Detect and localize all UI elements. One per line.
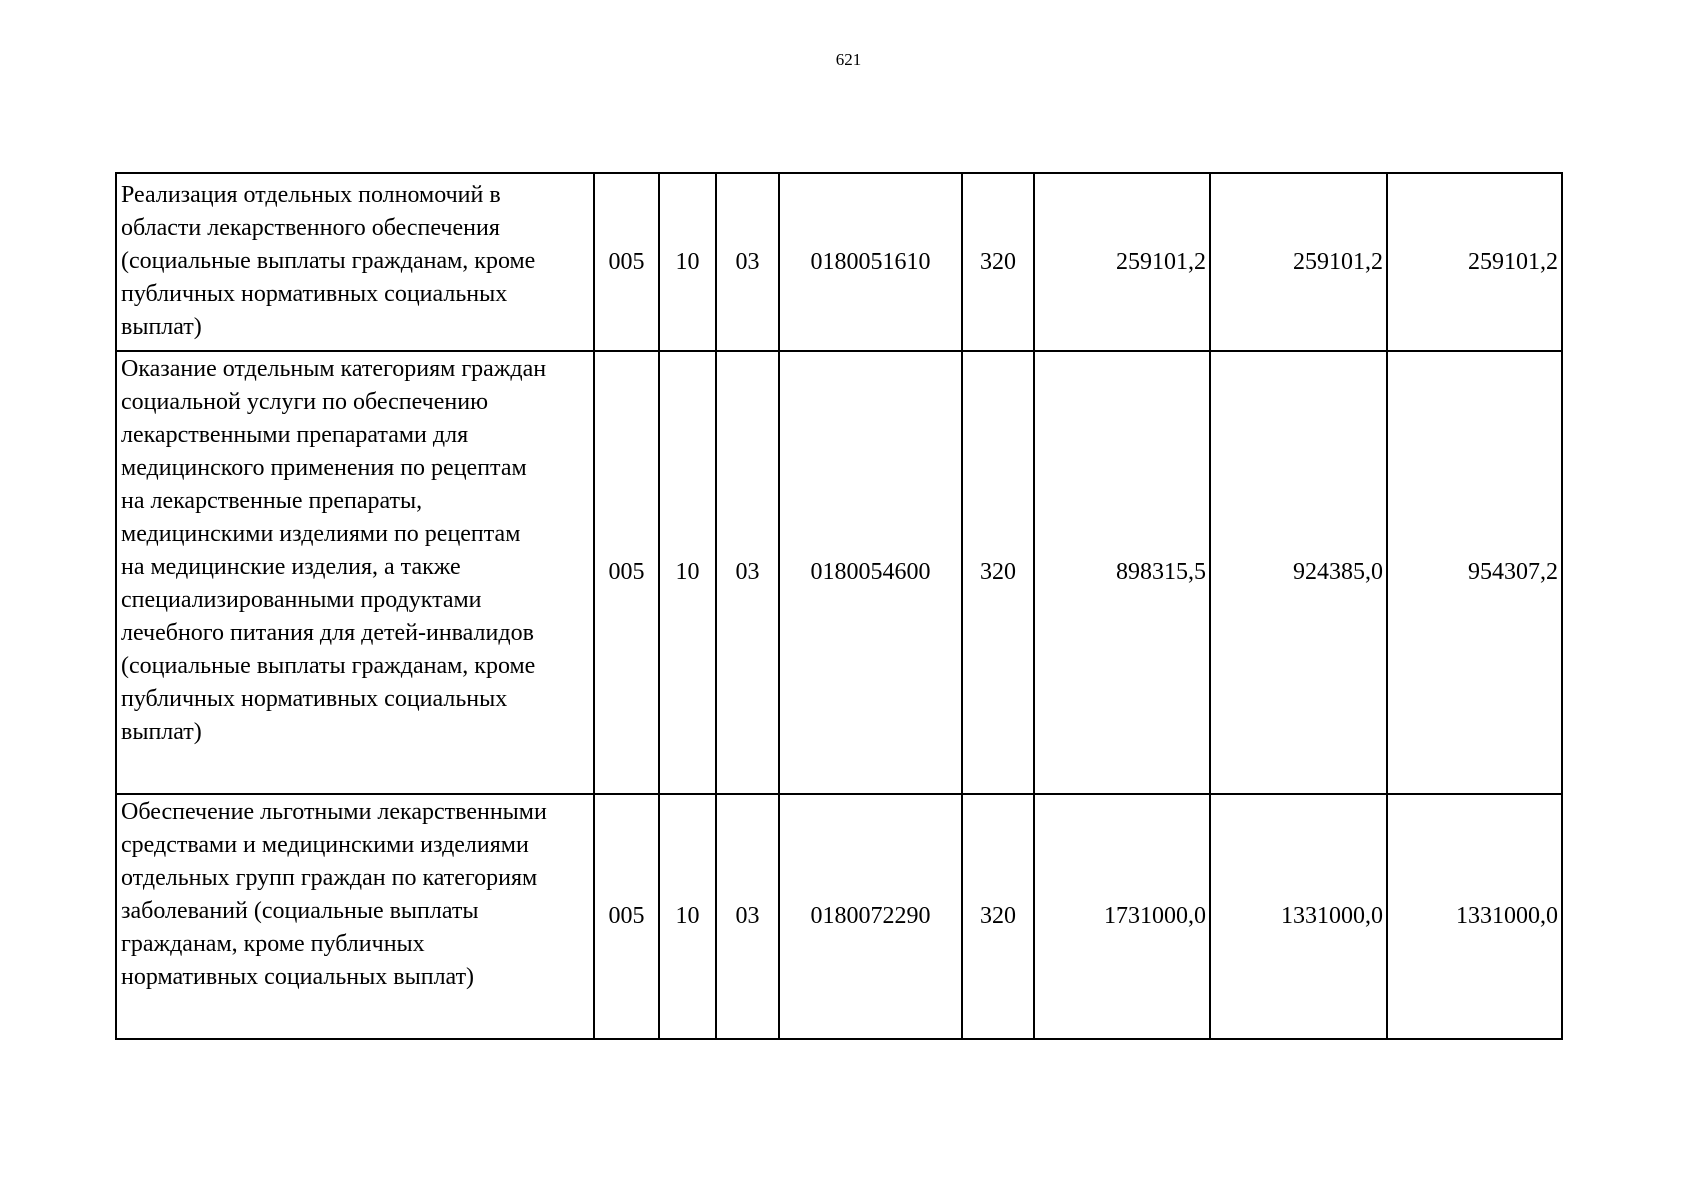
- description-line: выплат): [121, 313, 202, 340]
- budget-table: [115, 172, 1563, 1040]
- description-line: области лекарственного обеспечения: [121, 214, 500, 241]
- target-article-code: 0180051610: [779, 173, 962, 351]
- description-line: выплат): [121, 719, 202, 745]
- description-line: медицинского применения по рецептам: [121, 455, 527, 481]
- amount-3: 1331000,0: [1387, 794, 1562, 1039]
- subsection-code: 03: [716, 351, 779, 794]
- amount-2: 259101,2: [1210, 173, 1387, 351]
- page-number: 621: [835, 50, 862, 69]
- ministry-code: 005: [594, 173, 659, 351]
- row-description: [116, 351, 594, 794]
- section-code: 10: [659, 173, 716, 351]
- amount-3: 954307,2: [1387, 351, 1562, 794]
- description-line: на медицинские изделия, а также: [121, 554, 461, 580]
- amount-1: 1731000,0: [1034, 794, 1210, 1039]
- row-description: [116, 173, 594, 351]
- amount-1: 898315,5: [1034, 351, 1210, 794]
- target-article-code: 0180054600: [779, 351, 962, 794]
- description-line: социальной услуги по обеспечению: [121, 389, 489, 415]
- description-line: отдельных групп граждан по категориям: [121, 865, 538, 891]
- description-line: (социальные выплаты гражданам, кроме: [121, 653, 536, 679]
- description-line: заболеваний (социальные выплаты: [121, 898, 479, 924]
- description-line: лекарственными препаратами для: [121, 422, 469, 448]
- description-line: нормативных социальных выплат): [121, 964, 475, 990]
- description-line: медицинскими изделиями по рецептам: [121, 521, 521, 547]
- row-description: [116, 794, 594, 1039]
- amount-2: 924385,0: [1210, 351, 1387, 794]
- description-line: публичных нормативных социальных: [121, 280, 508, 307]
- description-line: специализированными продуктами: [121, 587, 482, 613]
- expense-type-code: 320: [962, 794, 1034, 1039]
- subsection-code: 03: [716, 794, 779, 1039]
- description-line: Обеспечение льготными лекарственными: [121, 799, 547, 825]
- subsection-code: 03: [716, 173, 779, 351]
- description-line: публичных нормативных социальных: [121, 686, 508, 712]
- description-line: (социальные выплаты гражданам, кроме: [121, 247, 536, 274]
- description-line: на лекарственные препараты,: [121, 488, 423, 514]
- description-line: Оказание отдельным категориям граждан: [121, 356, 547, 382]
- section-code: 10: [659, 794, 716, 1039]
- amount-1: 259101,2: [1034, 173, 1210, 351]
- description-line: средствами и медицинскими изделиями: [121, 832, 529, 858]
- amount-2: 1331000,0: [1210, 794, 1387, 1039]
- description-line: лечебного питания для детей-инвалидов: [121, 620, 534, 646]
- amount-3: 259101,2: [1387, 173, 1562, 351]
- table-row: [116, 794, 1562, 1039]
- description-line: Реализация отдельных полномочий в: [121, 181, 501, 208]
- expense-type-code: 320: [962, 173, 1034, 351]
- table-row: [116, 351, 1562, 794]
- description-line: гражданам, кроме публичных: [121, 931, 425, 957]
- expense-type-code: 320: [962, 351, 1034, 794]
- table-row: [116, 173, 1562, 351]
- ministry-code: 005: [594, 794, 659, 1039]
- ministry-code: 005: [594, 351, 659, 794]
- target-article-code: 0180072290: [779, 794, 962, 1039]
- section-code: 10: [659, 351, 716, 794]
